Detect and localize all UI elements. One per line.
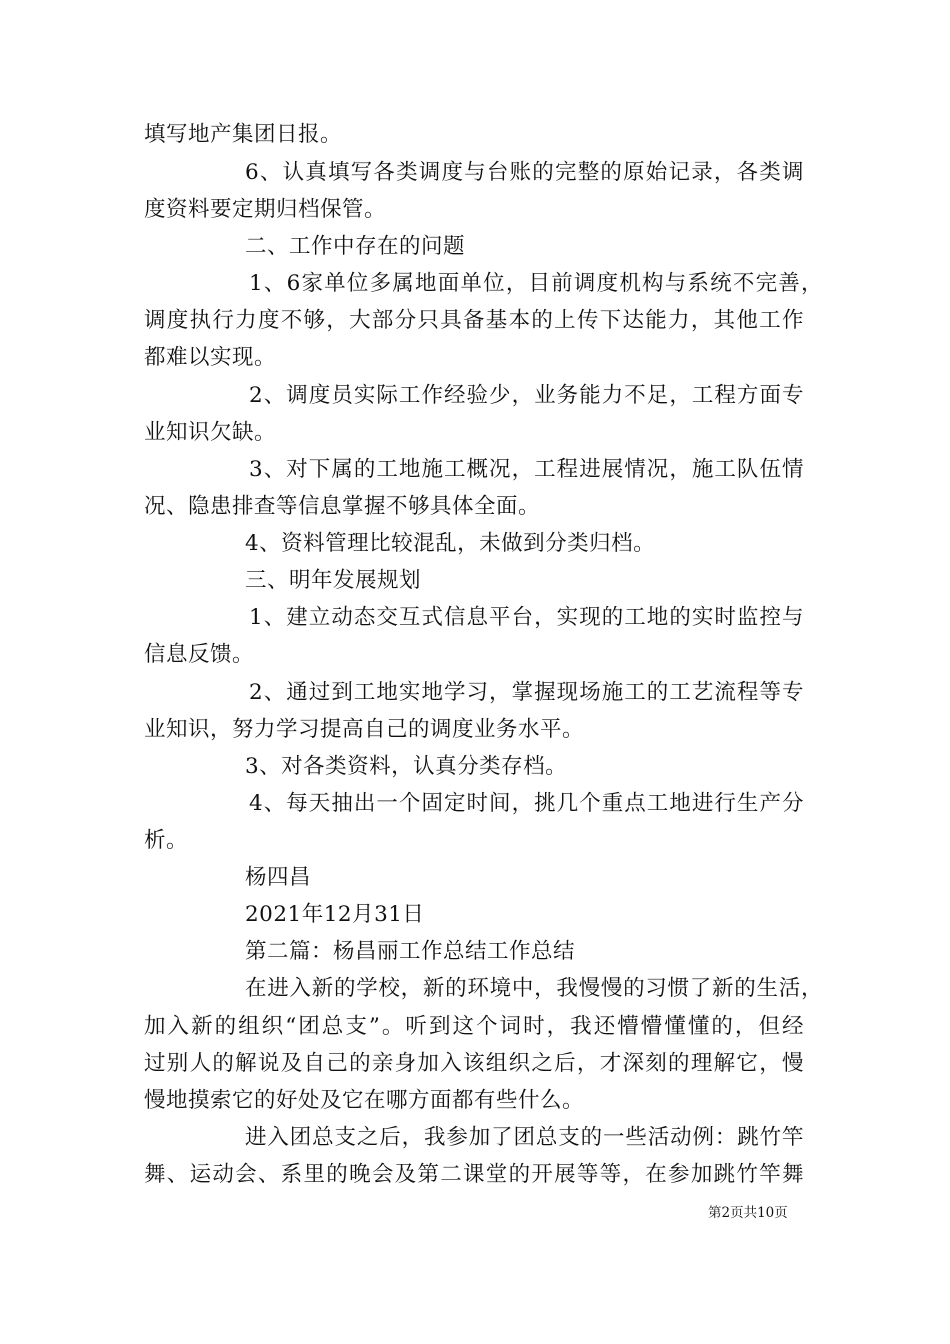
text-line: 在进入新的学校，新的环境中，我慢慢的习惯了新的生活， bbox=[245, 976, 823, 1001]
text-line: 都难以实现。 bbox=[144, 345, 277, 370]
text-line: 填写地产集团日报。 bbox=[144, 122, 343, 147]
text-line: 析。 bbox=[144, 828, 189, 853]
text-line: 舞、运动会、系里的晚会及第二课堂的开展等等，在参加跳竹竿舞 bbox=[144, 1162, 804, 1187]
text-line: 4、资料管理比较混乱，未做到分类归档。 bbox=[245, 531, 656, 556]
section-heading: 第二篇：杨昌丽工作总结工作总结 bbox=[245, 939, 576, 964]
text-line: 业知识，努力学习提高自己的调度业务水平。 bbox=[144, 717, 585, 742]
text-line: 度资料要定期归档保管。 bbox=[144, 197, 387, 222]
text-line: 6、认真填写各类调度与台账的完整的原始记录，各类调 bbox=[245, 160, 804, 185]
section-heading: 二、工作中存在的问题 bbox=[245, 234, 466, 259]
text-line: 4、每天抽出一个固定时间，挑几个重点工地进行生产分 bbox=[249, 791, 804, 816]
text-line: 进入团总支之后，我参加了团总支的一些活动例：跳竹竿 bbox=[245, 1125, 804, 1150]
signature-date: 2021年12月31日 bbox=[245, 902, 425, 927]
text-line: 况、隐患排查等信息掌握不够具体全面。 bbox=[144, 494, 541, 519]
text-line: 加入新的组织“团总支”。听到这个词时，我还懵懵懂懂的，但经 bbox=[144, 1014, 804, 1039]
text-line: 过别人的解说及自己的亲身加入该组织之后，才深刻的理解它，慢 bbox=[144, 1051, 804, 1076]
text-line: 1、建立动态交互式信息平台，实现的工地的实时监控与 bbox=[249, 605, 804, 630]
page-number: 第2页共10页 bbox=[708, 1205, 788, 1221]
signature-name: 杨四昌 bbox=[245, 865, 312, 890]
text-line: 信息反馈。 bbox=[144, 642, 255, 667]
text-line: 业知识欠缺。 bbox=[144, 420, 277, 445]
text-line: 慢地摸索它的好处及它在哪方面都有些什么。 bbox=[144, 1088, 585, 1113]
text-line: 2、通过到工地实地学习，掌握现场施工的工艺流程等专 bbox=[249, 680, 804, 705]
text-line: 调度执行力度不够，大部分只具备基本的上传下达能力，其他工作 bbox=[144, 308, 804, 333]
text-line: 3、对下属的工地施工概况，工程进展情况，施工队伍情 bbox=[249, 457, 804, 482]
text-line: 1、6家单位多属地面单位，目前调度机构与系统不完善， bbox=[249, 271, 823, 296]
text-line: 2、调度员实际工作经验少，业务能力不足，工程方面专 bbox=[249, 383, 804, 408]
text-line: 3、对各类资料，认真分类存档。 bbox=[245, 754, 568, 779]
section-heading: 三、明年发展规划 bbox=[245, 568, 422, 593]
